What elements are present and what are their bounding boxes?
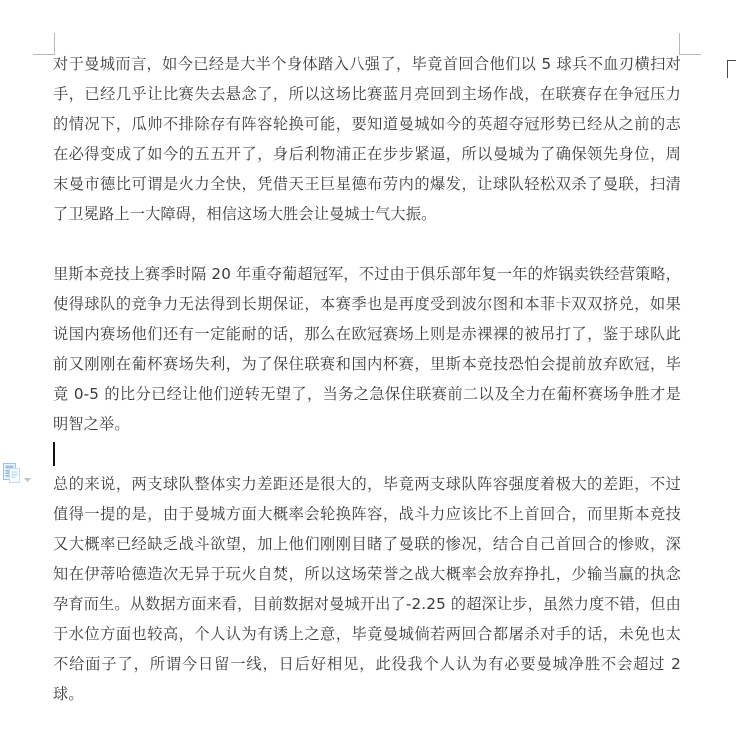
paragraph-1[interactable]: 对于曼城而言，如今已经是大半个身体踏入八强了，毕竟首回合他们以 5 球兵不血刃横扫对手，已经几乎让比赛失去悬念了，所以这场比赛蓝月亮回到主场作战，在联赛存在争冠压力的情况下，瓜帅不排除存有阵容轮换可能，要知道曼城如今的英超夺冠形势已经从之前的志在必得变成了如今的五五开了，身后利物浦正在步步紧逼，所以曼城为了确保领先身位，周末曼市德比可谓是火力全快，凭借天王巨星德布劳内的爆发，让球队轻松双杀了曼联，扫清了卫冕路上一大障碍，相信这场大胜会让曼城士气大振。 — [53, 55, 681, 223]
paragraph-4[interactable]: 总的来说，两支球队整体实力差距还是很大的，毕竟两支球队阵容强度着极大的差距，不过值得一提的是，由于曼城方面大概率会轮换阵容，战斗力应该比不上首回合，而里斯本竞技又大概率已经缺乏战斗欲望，加上他们刚刚目睹了曼联的惨况，结合自己首回合的惨败，深知在伊蒂哈德造次无异于玩火自焚，所以这场荣誉之战大概率会放弃挣扎，少输当赢的执念孕育而生。从数据方面来看，目前数据对曼城开出了-2.25 的超深让步，虽然力度不错，但由于水位方面也较高，个人认为有诱上之意，毕竟曼城倘若两回合都屠杀对手的话，未免也太不给面子了，所谓今日留一线，日后好相见，此役我个人认为有必要曼城净胜不会超过 2 球。 — [53, 475, 681, 703]
text-cursor — [53, 442, 55, 466]
paragraph-2[interactable]: 里斯本竞技上赛季时隔 20 年重夺葡超冠军，不过由于俱乐部年复一年的炸锅卖铁经营策略，使得球队的竞争力无法得到长期保证，本赛季也是再度受到波尔图和本菲卡双双挤兑，如果说国内赛场他们还有一定能耐的话，那么在欧冠赛场上则是赤裸裸的被吊打了，鉴于球队此前又刚刚在葡杯赛场失利，为了保住联赛和国内杯赛，里斯本竞技恐怕会提前放弃欧冠，毕竟 0-5 的比分已经让他们逆转无望了，当务之急保住联赛前二以及全力在葡杯赛场争胜才是明智之举。 — [53, 265, 681, 433]
chevron-down-icon[interactable] — [23, 469, 32, 478]
document-text-area[interactable] — [53, 49, 681, 709]
paragraph-gap-1 — [53, 229, 681, 259]
paste-options-icon — [3, 463, 20, 483]
margin-mark-top-left — [33, 33, 55, 55]
paragraph-3-empty[interactable] — [53, 439, 681, 469]
margin-mark-right-edge — [727, 60, 736, 78]
margin-mark-top-right — [679, 33, 701, 55]
paste-options-button[interactable] — [3, 463, 32, 483]
